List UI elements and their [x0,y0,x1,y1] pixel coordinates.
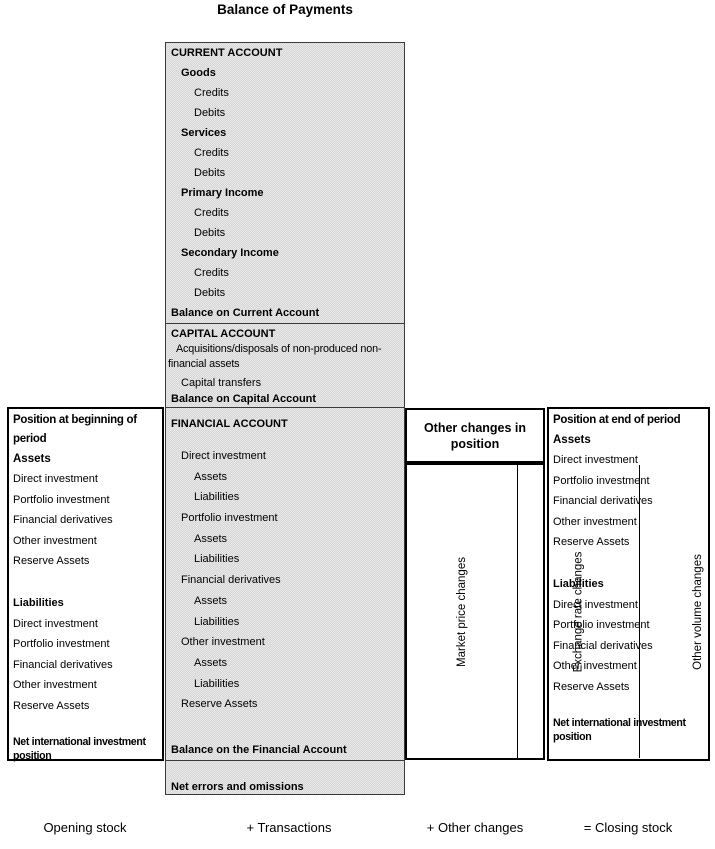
list-item: Portfolio investment [13,493,110,506]
capital-account-balance: Balance on Capital Account [171,393,317,405]
account-row: Services [181,127,227,139]
list-item: Portfolio investment [13,638,110,651]
assets-heading: Assets [13,453,51,465]
footer-closing-stock: = Closing stock [583,820,673,835]
account-row: Debits [194,107,226,119]
position-end-title: Position at end of period [553,414,681,426]
net-errors-label: Net errors and omissions [171,780,304,793]
other-volume-changes-column [640,465,715,758]
list-item: Financial derivatives [13,514,113,527]
account-row: Credits [194,87,229,99]
account-row: Capital transfers [181,377,262,389]
account-row: Financial derivatives [181,574,281,587]
capital-account-section [166,323,404,407]
account-row: Direct investment [181,450,266,462]
list-item: Direct investment [13,617,98,630]
current-account-section [166,43,404,323]
account-row: Portfolio investment [181,512,278,525]
financial-account-rows [166,446,404,715]
list-item: Other investment [553,515,637,528]
asset-items [9,469,162,572]
financial-account-section [166,407,404,760]
exchange-rate-changes-column [518,465,640,758]
list-item: Financial derivatives [13,658,113,671]
list-item: Other investment [13,679,97,692]
other-changes-header: Other changes in position [405,408,545,463]
account-row: Assets [194,532,228,545]
account-row: Liabilities [194,553,240,566]
account-row: Liabilities [194,615,240,628]
account-row: Liabilities [194,677,240,690]
footer-opening-stock: Opening stock [43,820,127,835]
account-row: Other investment [181,636,265,649]
capital-account-header: CAPITAL ACCOUNT [171,328,276,340]
transactions-box [165,42,405,795]
account-row: Goods [181,67,216,79]
column-label: Other volume changes [691,553,704,670]
assets-heading: Assets [553,434,591,446]
account-row: Primary Income [181,187,264,199]
account-row: Credits [194,207,229,219]
diagram-title: Balance of Payments [217,2,353,17]
market-price-changes-column [407,465,518,758]
list-item: Reserve Assets [553,536,630,549]
liabilities-heading: Liabilities [13,596,64,609]
liability-items [9,614,162,717]
list-item: Direct investment [13,473,98,485]
list-item: Financial derivatives [553,495,653,508]
list-item: Reserve Assets [13,555,90,568]
account-row: Credits [194,267,229,279]
footer-transactions: + Transactions [246,820,332,835]
account-row: Liabilities [194,491,240,504]
current-account-rows [166,43,404,323]
list-item: Other investment [553,660,637,673]
net-position-label: Net international investment position [13,735,146,762]
position-beginning-box [7,407,164,761]
account-row: Balance on Current Account [171,307,320,319]
list-item: Direct investment [553,454,638,466]
account-row: Credits [194,147,229,159]
list-item: Portfolio investment [553,474,650,487]
account-row: Secondary Income [181,247,279,259]
account-row: Debits [194,167,226,179]
list-item: Portfolio investment [553,619,650,632]
column-label: Exchange rate changes [572,551,585,672]
list-item: Reserve Assets [553,680,630,693]
liabilities-heading: Liabilities [553,577,604,590]
list-item: Direct investment [553,598,638,611]
net-errors-section [166,760,404,797]
financial-account-balance: Balance on the Financial Account [171,743,347,756]
account-row: Assets [194,470,228,483]
footer-other-changes: + Other changes [426,820,524,835]
net-position-label: Net international investment position [553,716,686,743]
column-label: Market price changes [455,556,468,667]
account-row: Reserve Assets [181,698,258,711]
financial-account-header: FINANCIAL ACCOUNT [171,418,288,430]
position-beginning-title: Position at beginning of period [13,414,137,445]
list-item: Reserve Assets [13,699,90,712]
account-row: Acquisitions/disposals of non-produced non-financial assets [168,343,382,370]
account-row: Assets [194,656,228,669]
account-row: CURRENT ACCOUNT [171,47,283,59]
list-item: Financial derivatives [553,639,653,652]
account-row: Debits [194,227,226,239]
list-item: Other investment [13,534,97,547]
account-row: Assets [194,594,228,607]
account-row: Debits [194,287,226,299]
